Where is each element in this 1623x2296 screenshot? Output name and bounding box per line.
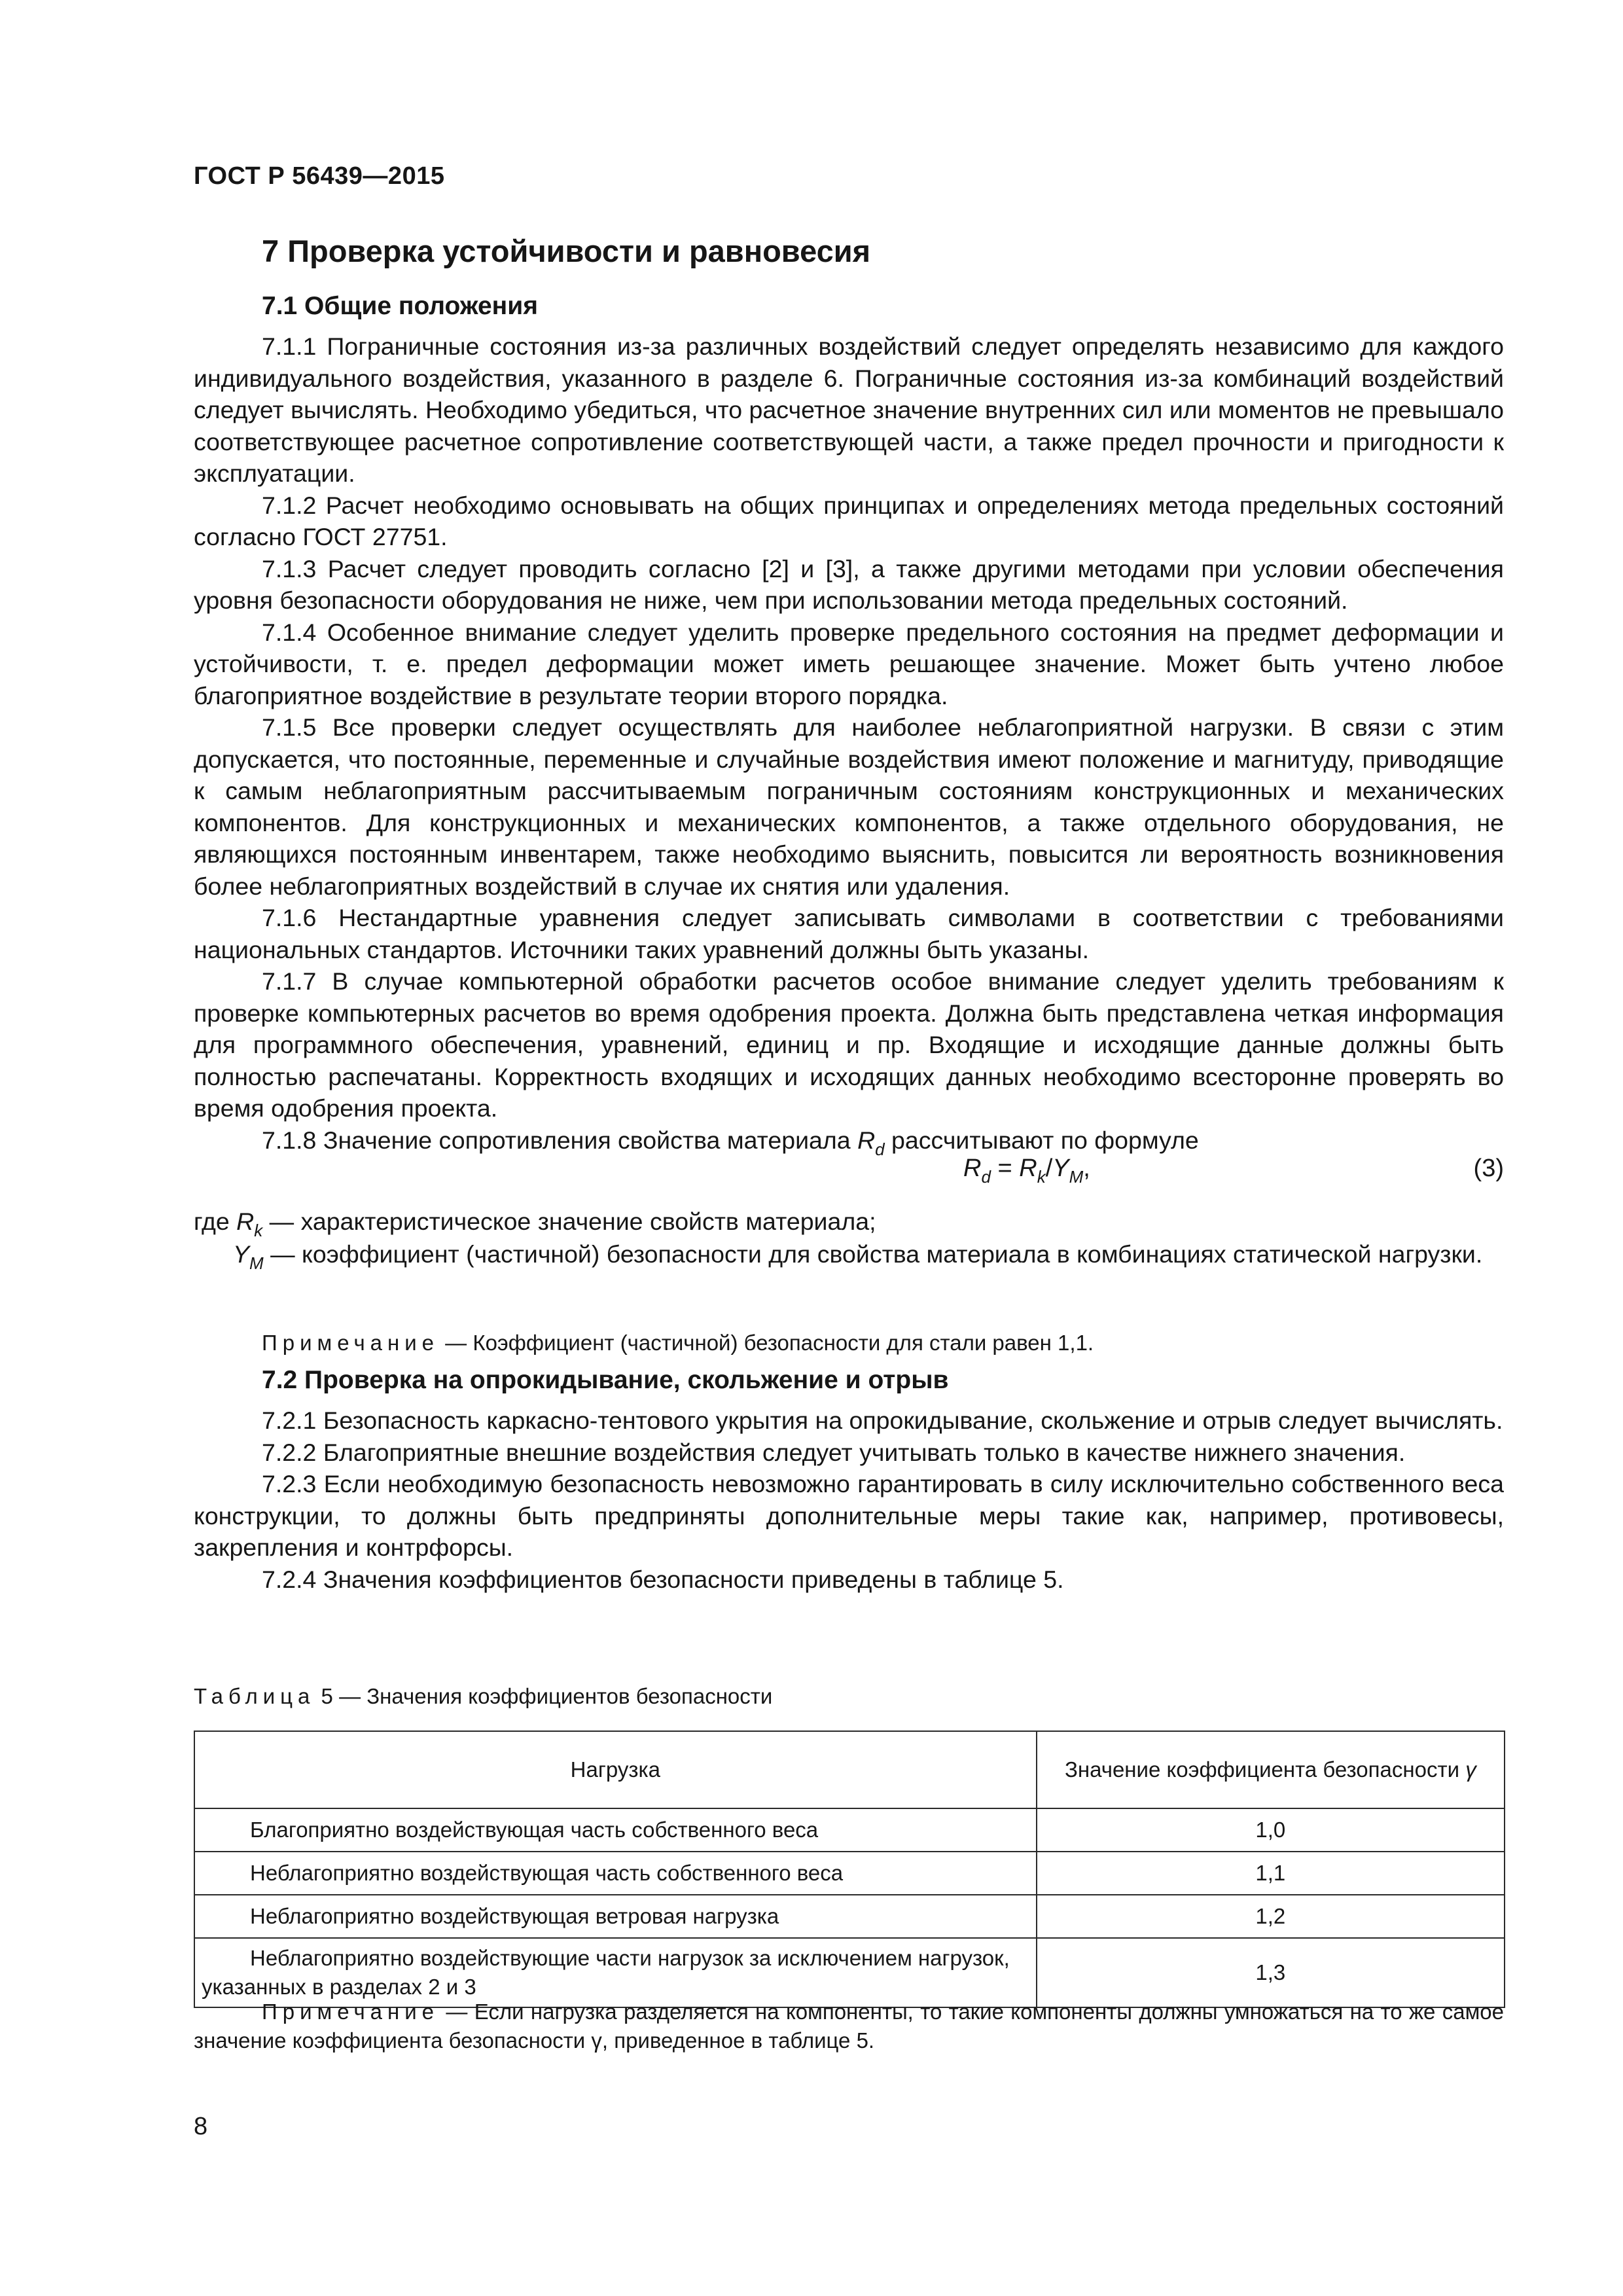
where-symbol-ym: Y	[233, 1240, 250, 1268]
table-caption-label: Таблица	[194, 1684, 315, 1708]
where-line-2	[233, 1238, 1504, 1279]
formula-r1-sub: k	[1037, 1167, 1046, 1187]
table-header-load: Нагрузка	[194, 1731, 1037, 1808]
symbol-subscript: d	[875, 1139, 885, 1159]
paragraph-7-1-8-tail: рассчитывают по формуле	[884, 1126, 1199, 1154]
table-cell-value: 1,2	[1037, 1895, 1505, 1938]
table-cell-load: Благоприятно воздействующая часть собственного веса	[194, 1808, 1037, 1852]
formula-comma: ,	[1083, 1155, 1090, 1182]
table-cell-value: 1,3	[1037, 1938, 1505, 2007]
table-caption	[194, 1682, 1504, 1711]
formula-r1: R	[1019, 1155, 1037, 1182]
section-7-2-body	[194, 1405, 1504, 1595]
paragraph-7-2-4: 7.2.4 Значения коэффициентов безопасности приведены в таблице 5.	[262, 1565, 1064, 1593]
paragraph-7-1-8-text: 7.1.8 Значение сопротивления свойства материала	[262, 1126, 858, 1154]
paragraph-7-2-1: 7.2.1 Безопасность каркасно-тентового укрытия на опрокидывание, скольжение и отрыв следует вычислять.	[262, 1407, 1503, 1434]
note-text: — Коэффициент (частичной) безопасности для стали равен 1,1.	[439, 1331, 1094, 1355]
table-note-label: Примечание	[262, 2000, 440, 2024]
where-text-1: — характеристическое значение свойств материала;	[262, 1208, 876, 1235]
table-cell-load: Неблагоприятно воздействующие части нагрузок за исключением нагрузок, указанных в разделах 2 и 3	[194, 1938, 1037, 2007]
table-header-coefficient	[1037, 1731, 1505, 1808]
table-note-text: — Если нагрузка разделяется на компоненты, то такие компоненты должны умножаться на то же самое значение коэффициента безопасности γ, приведенное в таблице 5.	[194, 2000, 1504, 2053]
formula-slash: /	[1045, 1155, 1053, 1182]
table-row	[194, 1895, 1505, 1938]
table-cell-load: Неблагоприятно воздействующая ветровая нагрузка	[194, 1895, 1037, 1938]
paragraph-7-1-7: 7.1.7 В случае компьютерной обработки расчетов особое внимание следует уделить требованиям к проверке компьютерных расчетов во время одобрения проекта. Должна быть представлена четкая информация для программного обеспечения, уравнений, единиц и пр. Входящие и исходящие данные должны быть полностью распечатаны. Корректность входящих и исходящих данных необходимо всесторонне проверять во время одобрения проекта.	[194, 967, 1504, 1122]
table-header-coefficient-text: Значение коэффициента безопасности	[1064, 1757, 1466, 1782]
table-row	[194, 1852, 1505, 1895]
paragraph-7-1-6: 7.1.6 Нестандартные уравнения следует записывать символами в соответствии с требованиями национальных стандартов. Источники таких уравнений должны быть указаны.	[194, 904, 1504, 963]
paragraph-7-1-1: 7.1.1 Пограничные состояния из-за различных воздействий следует определять независимо для каждого индивидуального воздействия, указанного в разделе 6. Пограничные состояния из-за комбинаций воздействий следует вычислять. Необходимо убедиться, что расчетное значение внутренних сил или моментов не превышало соответствующее расчетное сопротивление соответствующей части, а также предел прочности и пригодности к эксплуатации.	[194, 332, 1504, 487]
section-7-1-body	[194, 331, 1504, 1165]
safety-coefficients-table	[194, 1731, 1505, 2008]
paragraph-7-2-3: 7.2.3 Если необходимую безопасность невозможно гарантировать в силу исключительно собственного веса конструкции, то должны быть предприняты дополнительные меры такие как, например, противовесы, закрепления и контрфорсы.	[194, 1470, 1504, 1561]
formula-equals: =	[990, 1155, 1020, 1182]
paragraph-7-1-2: 7.1.2 Расчет необходимо основывать на общих принципах и определениях метода предельных состояний согласно ГОСТ 27751.	[194, 491, 1504, 550]
table-row	[194, 1808, 1505, 1852]
formula-3	[194, 1155, 1504, 1190]
page-number: 8	[194, 2113, 208, 2140]
where-text-2: — коэффициент (частичной) безопасности для свойства материала в комбинациях статической нагрузки.	[263, 1240, 1483, 1268]
formula-expression	[963, 1155, 1090, 1187]
subsection-title-7-1: 7.1 Общие положения	[262, 292, 538, 320]
note-steel	[262, 1329, 1504, 1357]
where-symbol-ym-sub: M	[249, 1253, 264, 1273]
paragraph-7-2-2: 7.2.2 Благоприятные внешние воздействия следует учитывать только в качестве нижнего значения.	[262, 1438, 1406, 1466]
paragraph-7-1-3: 7.1.3 Расчет следует проводить согласно [2] и [3], а также другими методами при условии обеспечения уровня безопасности оборудования не ниже, чем при использовании метода предельных состояний.	[194, 554, 1504, 614]
paragraph-7-1-4: 7.1.4 Особенное внимание следует уделить проверке предельного состояния на предмет деформации и устойчивости, т. е. предел деформации может иметь решающее значение. Может быть учтено любое благоприятное воздействие в результате теории второго порядка.	[194, 618, 1504, 709]
table-cell-value: 1,0	[1037, 1808, 1505, 1852]
table-header-row	[194, 1731, 1505, 1808]
table-note	[194, 1998, 1504, 2055]
table-cell-load: Неблагоприятно воздействующая часть собственного веса	[194, 1852, 1037, 1895]
table-header-coefficient-symbol: γ	[1465, 1757, 1476, 1782]
formula-lhs-sub: d	[981, 1167, 991, 1187]
paragraph-7-1-5: 7.1.5 Все проверки следует осуществлять для наиболее неблагоприятной нагрузки. В связи с этим допускается, что постоянные, переменные и случайные воздействия имеют положение и магнитуду, приводящие к самым неблагоприятным рассчитываемым пограничным состояниям конструкционных и механических компонентов. Для конструкционных и механических компонентов, а также отдельного оборудования, не являющихся постоянным инвентарем, также необходимо выяснить, повысится ли вероятность возникновения более неблагоприятных воздействий в случае их снятия или удаления.	[194, 713, 1504, 900]
equation-number: (3)	[1473, 1155, 1504, 1182]
standard-code: ГОСТ Р 56439—2015	[194, 162, 445, 190]
table-caption-text: 5 — Значения коэффициентов безопасности	[315, 1684, 773, 1708]
section-title: 7 Проверка устойчивости и равновесия	[262, 234, 871, 268]
subsection-title-7-2: 7.2 Проверка на опрокидывание, скольжение и отрыв	[262, 1366, 949, 1394]
symbol-r: R	[857, 1126, 876, 1154]
note-label: Примечание	[262, 1331, 440, 1355]
where-symbol-rk: R	[236, 1208, 255, 1235]
formula-r2-sub: M	[1069, 1167, 1084, 1187]
formula-lhs: R	[963, 1155, 982, 1182]
where-symbol-rk-sub: k	[254, 1221, 263, 1240]
where-prefix: где	[194, 1208, 237, 1235]
table-cell-value: 1,1	[1037, 1852, 1505, 1895]
formula-r2: Y	[1052, 1155, 1069, 1182]
